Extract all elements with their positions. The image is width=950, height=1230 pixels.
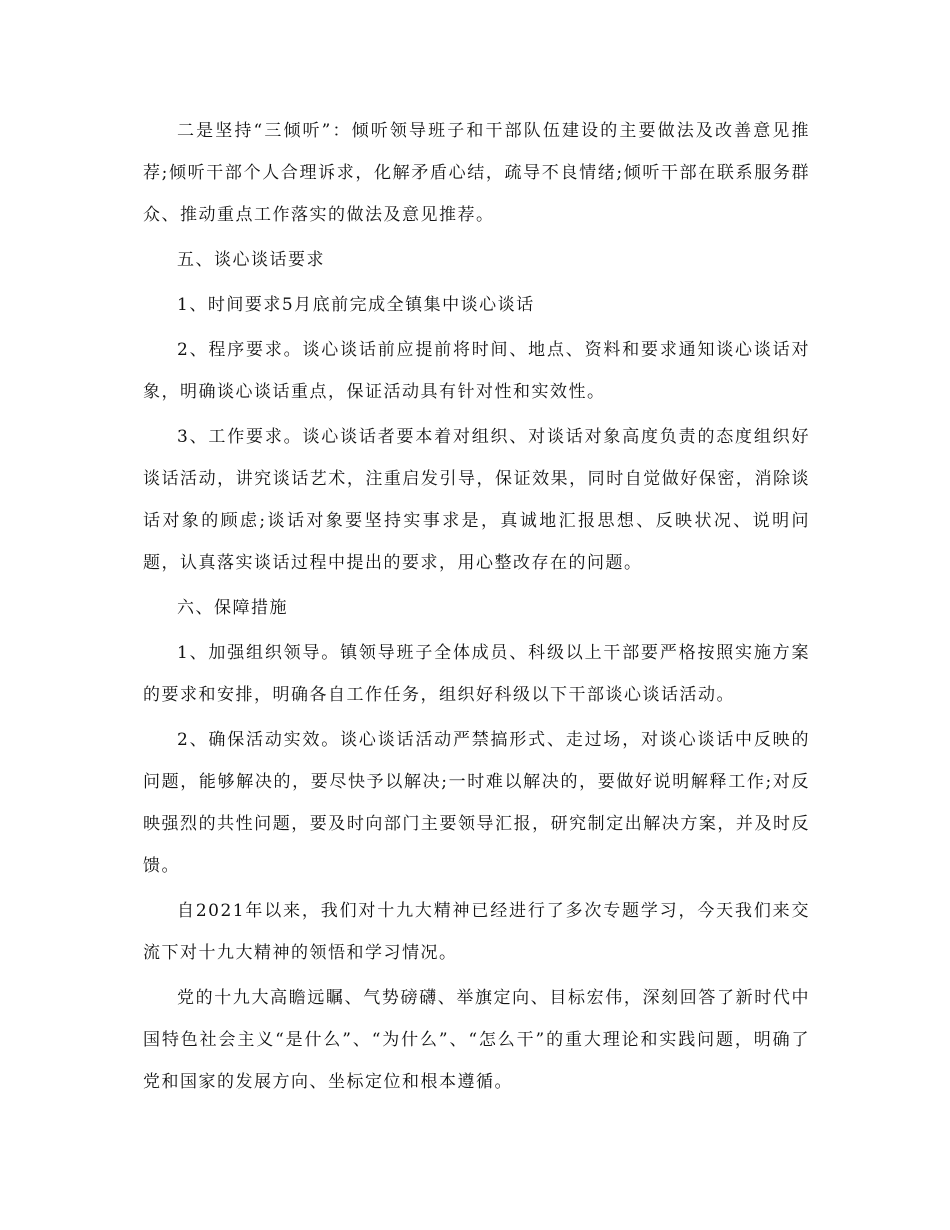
section-heading-requirements: 五、谈心谈话要求 — [177, 250, 325, 270]
section-heading-safeguards: 六、保障措施 — [177, 598, 288, 618]
paragraph-time-requirement: 1、时间要求5月底前完成全镇集中谈心谈话 — [177, 295, 535, 315]
paragraph-ensure-effectiveness: 2、确保活动实效。谈心谈话活动严禁搞形式、走过场，对谈心谈话中反映的问题，能够解决的，要尽快予以解决;一时难以解决的，要做好说明解释工作;对反映强烈的共性问题，要及时向部门主要领导汇报，研究制定出解决方案，并及时反馈。 — [143, 730, 810, 876]
paragraph-study-intro: 自2021年以来，我们对十九大精神已经进行了多次专题学习，今天我们来交流下对十九大精神的领悟和学习情况。 — [143, 901, 810, 963]
paragraph-work-requirement: 3、工作要求。谈心谈话者要本着对组织、对谈话对象高度负责的态度组织好谈话活动，讲究谈话艺术，注重启发引导，保证效果，同时自觉做好保密，消除谈话对象的顾虑;谈话对象要坚持实事求是，真诚地汇报思想、反映状况、说明问题，认真落实谈话过程中提出的要求，用心整改存在的问题。 — [143, 427, 810, 573]
paragraph-procedure-requirement: 2、程序要求。谈心谈话前应提前将时间、地点、资料和要求通知谈心谈话对象，明确谈心谈话重点，保证活动具有针对性和实效性。 — [143, 340, 810, 402]
document-body — [143, 110, 810, 1106]
paragraph-three-listenings: 二是坚持“三倾听”：倾听领导班子和干部队伍建设的主要做法及改善意见推荐;倾听干部个人合理诉求，化解矛盾心结，疏导不良情绪;倾听干部在联系服务群众、推动重点工作落实的做法及意见推荐。 — [143, 121, 810, 225]
paragraph-congress-summary: 党的十九大高瞻远瞩、气势磅礴、举旗定向、目标宏伟，深刻回答了新时代中国特色社会主义“是什么”、“为什么”、“怎么干”的重大理论和实践问题，明确了党和国家的发展方向、坐标定位和根本遵循。 — [143, 988, 810, 1092]
paragraph-organization-leadership: 1、加强组织领导。镇领导班子全体成员、科级以上干部要严格按照实施方案的要求和安排，明确各自工作任务，组织好科级以下干部谈心谈话活动。 — [143, 643, 810, 705]
